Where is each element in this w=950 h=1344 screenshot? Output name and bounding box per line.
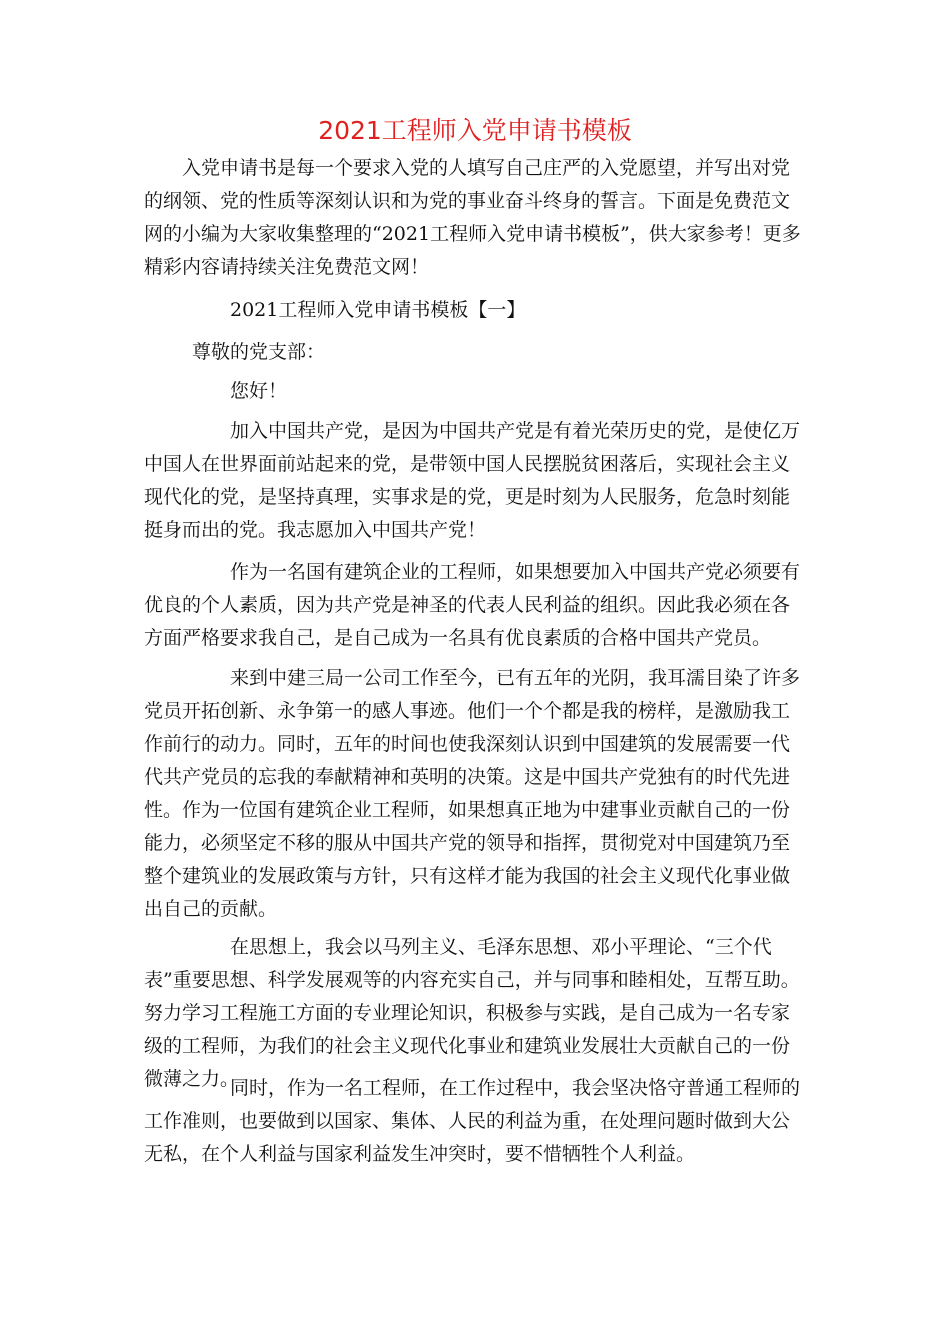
greeting: 您好！ [230,380,288,402]
intro-paragraph: 入党申请书是每一个要求入党的人填写自己庄严的入党愿望，并写出对党的纲领、党的性质等深刻认识和为党的事业奋斗终身的誓言。下面是免费范文网的小编为大家收集整理的“2021工程师入党申请书模板”，供大家参考！更多精彩内容请持续关注免费范文网！ [144,157,801,278]
salutation: 尊敬的党支部： [192,341,326,363]
body-paragraph-3: 来到中建三局一公司工作至今，已有五年的光阴，我耳濡目染了许多党员开拓创新、永争第一的感人事迹。他们一个个都是我的榜样，是激励我工作前行的动力。同时，五年的时间也使我深刻认识到中国建筑的发展需要一代代共产党员的忘我的奉献精神和英明的决策。这是中国共产党独有的时代先进性。作为一位国有建筑企业工程师，如果想真正地为中建事业贡献自己的一份能力，必须坚定不移的服从中国共产党的领导和指挥，贯彻党对中国建筑乃至整个建筑业的发展政策与方针，只有这样才能为我国的社会主义现代化事业做出自己的贡献。 [144,667,801,920]
document-title: 2021工程师入党申请书模板 [318,116,632,145]
body-paragraph-4: 在思想上，我会以马列主义、毛泽东思想、邓小平理论、“三个代表”重要思想、科学发展观等的内容充实自己，并与同事和睦相处，互帮互助。努力学习工程施工方面的专业理论知识，积极参与实践，是自己成为一名专家级的工程师，为我们的社会主义现代化事业和建筑业发展壮大贡献自己的一份微薄之力。 [144,936,800,1090]
body-paragraph-1: 加入中国共产党，是因为中国共产党是有着光荣历史的党，是使亿万中国人在世界面前站起来的党，是带领中国人民摆脱贫困落后，实现社会主义现代化的党，是坚持真理，实事求是的党，更是时刻为人民服务，危急时刻能挺身而出的党。我志愿加入中国共产党！ [144,420,801,541]
section-heading: 2021工程师入党申请书模板【一】 [230,299,526,321]
body-paragraph-2: 作为一名国有建筑企业的工程师，如果想要加入中国共产党必须要有优良的个人素质，因为共产党是神圣的代表人民利益的组织。因此我必须在各方面严格要求我自己，是自己成为一名具有优良素质的合格中国共产党员。 [144,561,801,649]
body-paragraph-5: 同时，作为一名工程师，在工作过程中，我会坚决恪守普通工程师的工作准则，也要做到以国家、集体、人民的利益为重，在处理问题时做到大公无私，在个人利益与国家利益发生冲突时，要不惜牺牲个人利益。 [144,1077,801,1165]
